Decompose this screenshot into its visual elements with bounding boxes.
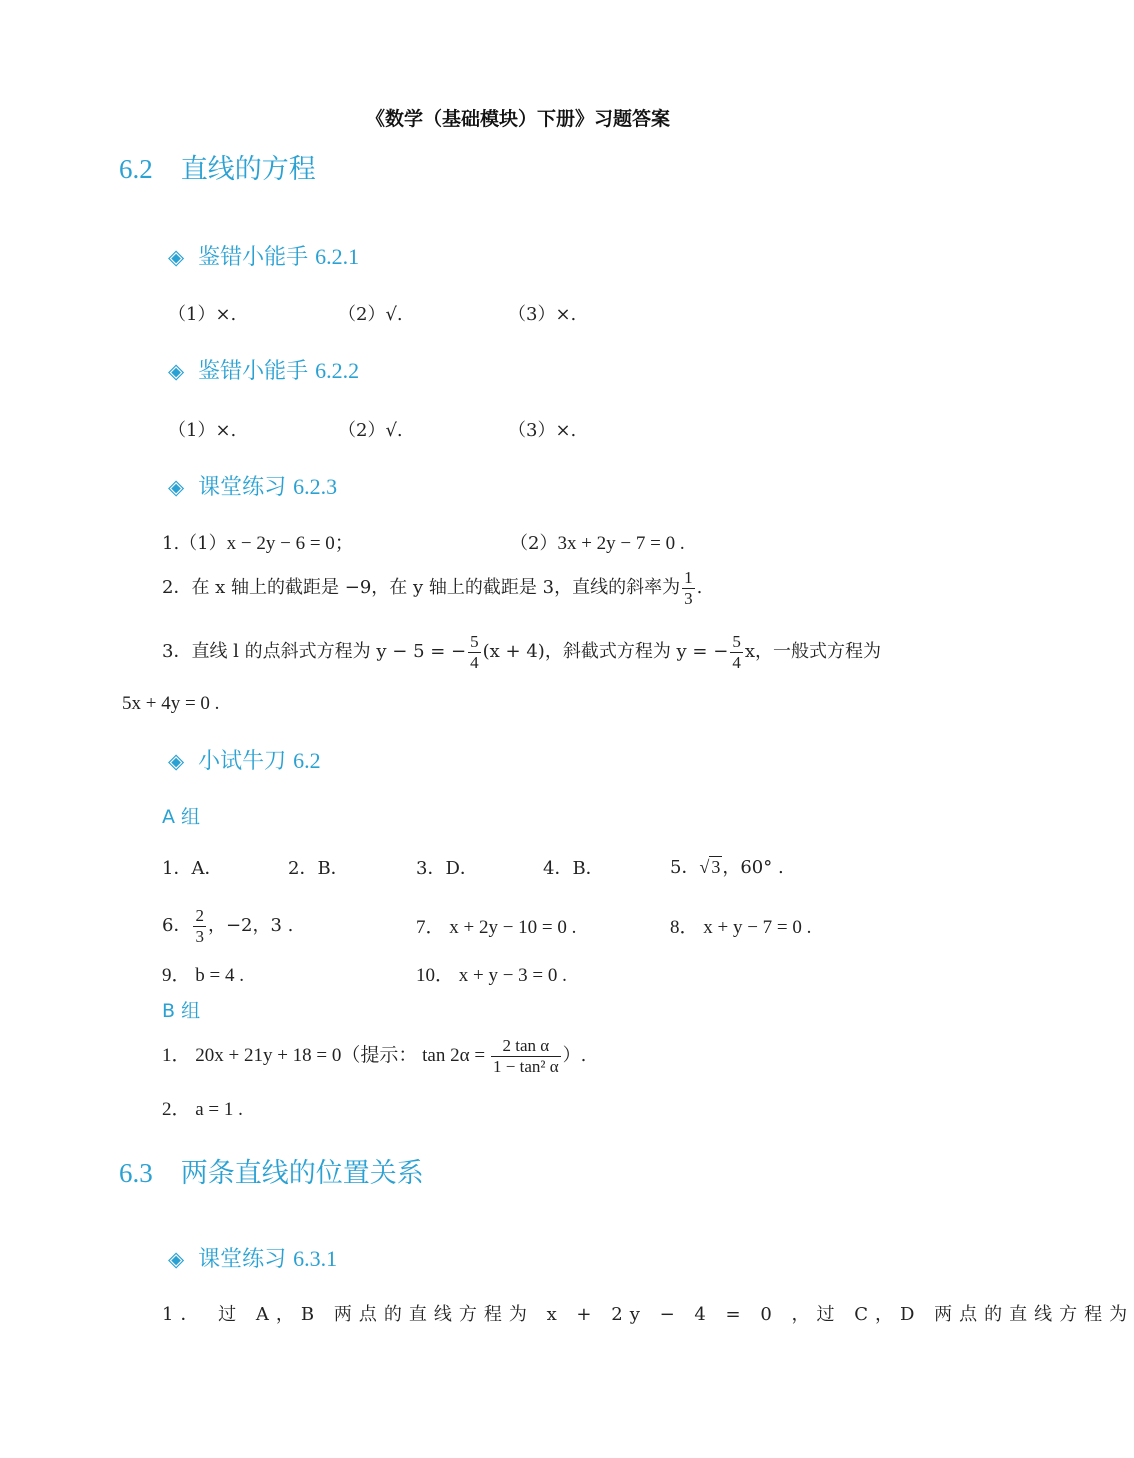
denominator: 3 [195, 926, 204, 946]
subheading-6-2 [168, 750, 321, 773]
group-b-label: B 组 [162, 1000, 201, 1022]
radicand: 3 [711, 857, 721, 877]
subheading-6-2-2 [168, 360, 359, 383]
answer-text: 1． 20x + 21y + 18 = 0（提示： tan 2α = [162, 1045, 486, 1067]
numerator: 2 [195, 906, 204, 925]
equation: 3x + 2y − 7 = 0 . [557, 533, 685, 554]
subheading-label: 小试牛刀 [198, 749, 287, 774]
fraction [491, 1036, 561, 1076]
denominator: 1 − tan² α [493, 1056, 559, 1076]
answer-1: （1）×. [168, 304, 237, 325]
diamond-icon: ◈ [168, 749, 185, 773]
answer-2: （2）√. [338, 304, 403, 325]
numerator: 2 tan α [491, 1036, 561, 1057]
diamond-icon: ◈ [168, 1247, 185, 1271]
subheading-label: 鉴错小能手 [198, 245, 309, 270]
exercise-text: 2．在 x 轴上的截距是 −9，在 y 轴上的截距是 3，直线的斜率为 [162, 577, 681, 599]
diamond-icon: ◈ [168, 245, 185, 269]
exercise-1 [162, 534, 354, 553]
group-a-label: A 组 [162, 806, 201, 828]
numerator: 1 [684, 568, 693, 587]
period: . [696, 577, 703, 599]
answer-a2: 2．B． [288, 858, 349, 879]
exercise-number: 1.（1） [162, 533, 227, 554]
answer-b1 [162, 1036, 586, 1076]
subheading-label: 鉴错小能手 [198, 359, 309, 384]
square-root: √ 3 [699, 857, 721, 877]
section-heading-6-2 [119, 156, 316, 183]
exercise-text: x，一般式方程为 [744, 641, 881, 663]
answer-number: 6． [162, 915, 192, 937]
subheading-label: 课堂练习 [198, 475, 287, 500]
exercise-3-continued: 5x + 4y = 0 . [122, 693, 220, 714]
denominator: 4 [732, 652, 741, 672]
answer-a9: 9． b = 4 . [162, 965, 244, 986]
subheading-6-3-1 [168, 1248, 337, 1271]
denominator: 4 [470, 652, 479, 672]
answer-1: （1）×. [168, 420, 237, 441]
fraction [193, 906, 206, 946]
fraction [730, 632, 743, 672]
exercise-text: 3．直线 l 的点斜式方程为 y − 5 = − [162, 641, 467, 663]
part-label: （2） [510, 533, 558, 554]
answer-text: ，60° . [722, 857, 784, 878]
section-heading-6-3 [119, 1160, 424, 1187]
exercise-3 [162, 632, 881, 672]
document-title: 《数学（基础模块）下册》习题答案 [366, 108, 671, 130]
answer-2: （2）√. [338, 420, 403, 441]
answer-a3: 3．D． [416, 858, 478, 879]
answer-3: （3）×. [508, 304, 577, 325]
exercise-2 [162, 568, 702, 608]
answer-text: ）. [562, 1045, 587, 1067]
exercise-text: (x + 4)，斜截式方程为 y = − [482, 641, 729, 663]
subheading-code: 6.3.1 [293, 1246, 338, 1271]
answer-a10: 10． x + y − 3 = 0 . [416, 965, 567, 986]
answer-text: ，−2，3 . [207, 915, 294, 937]
answer-3: （3）×. [508, 420, 577, 441]
answer-a5 [670, 858, 784, 877]
section-title: 直线的方程 [180, 154, 316, 185]
diamond-icon: ◈ [168, 359, 185, 383]
exercise-1b [510, 534, 685, 553]
numerator: 5 [732, 632, 741, 651]
subheading-code: 6.2.3 [293, 474, 338, 499]
subheading-6-2-1 [168, 246, 359, 269]
answer-a7: 7． x + 2y − 10 = 0 . [416, 917, 577, 938]
subheading-code: 6.2.1 [315, 244, 360, 269]
subheading-code: 6.2 [293, 748, 321, 773]
fraction [682, 568, 695, 608]
equation: x − 2y − 6 = 0； [226, 533, 354, 554]
subheading-code: 6.2.2 [315, 358, 360, 383]
answer-a6 [162, 906, 293, 946]
subheading-6-2-3 [168, 476, 337, 499]
section-number: 6.2 [119, 154, 153, 184]
subheading-label: 课堂练习 [198, 1247, 287, 1272]
fraction [468, 632, 481, 672]
answer-a1: 1．A． [162, 858, 223, 879]
exercise-6-3-1-q1: 1． 过 A，B 两点的直线方程为 x + 2y − 4 = 0 ，过 C，D 两点的直线方程为 [162, 1304, 1134, 1325]
diamond-icon: ◈ [168, 475, 185, 499]
section-number: 6.3 [119, 1158, 153, 1188]
denominator: 3 [684, 588, 693, 608]
answer-b2: 2． a = 1 . [162, 1099, 243, 1120]
answer-a4: 4．B． [543, 858, 604, 879]
numerator: 5 [470, 632, 479, 651]
answer-a8: 8． x + y − 7 = 0 . [670, 917, 812, 938]
section-title: 两条直线的位置关系 [180, 1158, 424, 1189]
answer-number: 5． [670, 857, 700, 878]
